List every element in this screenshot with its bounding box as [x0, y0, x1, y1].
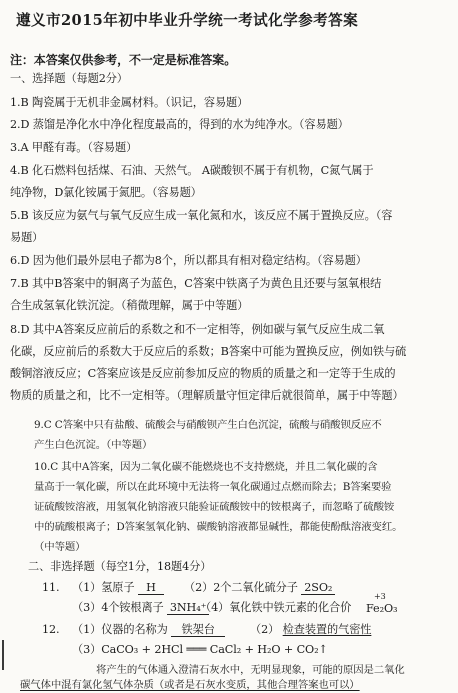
disclaimer-note: 注：本答案仅供参考，不一定是标准答案。 — [10, 53, 237, 67]
answer-q10-line5: （中等题） — [34, 541, 86, 553]
page-edge-mark — [2, 640, 9, 670]
answer-q10-line3: 证硫酸铵溶液，用氢氧化钠溶液只能验证硫酸铵中的铵根离子，而忽略了硫酸铵 — [34, 501, 395, 513]
answer-q5-line2: 易题） — [10, 231, 44, 244]
answer-q5-line1: 5.B 该反应为氨气与氧气反应生成一氧化氮和水，该反应不属于置换反应。（容 — [10, 209, 393, 222]
answer-q2: 2.D 蒸馏是净化水中净化程度最高的，得到的水为纯净水。（容易题） — [10, 118, 349, 131]
q11-part4-formula: Fe₂O₃ — [366, 602, 398, 615]
q12-part1-label: （1）仪器的名称为 — [72, 623, 168, 636]
q12-reason-line1: 将产生的气体通入澄清石灰水中，无明显现象，可能的原因是二氧化 — [96, 664, 405, 676]
q11-part4-label: （4）氧化铁中铁元素的化合价 — [200, 601, 352, 614]
answer-q6: 6.D 因为他们最外层电子都为8个，所以都具有相对稳定结构。（容易题） — [10, 254, 367, 267]
q12-part2-label: （2） — [250, 623, 280, 636]
q12-reason-line2: 碳气体中混有氯化氢气体杂质（或者是石灰水变质，其他合理答案也可以） — [20, 679, 360, 691]
answer-q10-line2: 量高于一氧化碳，所以在此环境中无法将一氧化碳通过点燃而除去；B答案要验 — [34, 481, 392, 493]
section-2-heading: 二、非选择题（每空1分，18题4分） — [28, 560, 212, 573]
q11-part1-label: （1）氢原子 — [72, 581, 135, 594]
answer-q8-line3: 酸铜溶液反应；C答案应该是反应前参加反应的物质的质量之和一定等于生成的 — [10, 367, 396, 380]
q12-part2-answer: 检查装置的气密性 — [282, 623, 372, 636]
answer-q9-line2: 产生白色沉淀。（中等题） — [34, 439, 153, 451]
q11-part2-answer: 2SO₂ — [301, 581, 335, 595]
q11-part3 — [72, 601, 209, 615]
q12-part2 — [250, 623, 371, 637]
answer-q10-line1: 10.C 其中A答案，因为二氧化碳不能燃烧也不支持燃烧，并且二氧化碳的含 — [34, 461, 378, 473]
answer-q7-line2: 合生成氢氧化铁沉淀。（稍微理解，属于中等题） — [10, 299, 249, 312]
q12-part3-equation: （3）CaCO₃ + 2HCl ═══ CaCl₂ + H₂O + CO₂↑ — [72, 643, 328, 656]
section-1-heading: 一、选择题（每题2分） — [10, 72, 128, 85]
q11-number: 11. — [42, 581, 60, 594]
q11-part4-valence: +3 — [374, 592, 386, 601]
answer-q8-line2: 化碳，反应前后的系数大于反应后的系数；B答案中可能为置换反应，例如铁与硫 — [10, 345, 407, 358]
answer-q3: 3.A 甲醛有毒。（容易题） — [10, 141, 138, 154]
answer-q4-line1: 4.B 化石燃料包括煤、石油、天然气。 A碳酸钡不属于有机物，C氮气属于 — [10, 164, 374, 177]
answer-q4-line2: 纯净物，D氯化铵属于氮肥。（容易题） — [10, 186, 202, 199]
q12-part1 — [72, 623, 225, 637]
answer-q8-line4: 物质的质量之和，比不一定相等。（理解质量守恒定律后就很简单，属于中等题） — [10, 389, 404, 402]
answer-q8-line1: 8.D 其中A答案反应前后的系数之和不一定相等，例如碳与氧气反应生成二氧 — [10, 323, 385, 336]
answer-q7-line1: 7.B 其中B答案中的铜离子为蓝色，C答案中铁离子为黄色且还要与氢氧根结 — [10, 277, 382, 290]
q11-part2 — [184, 581, 335, 595]
answer-q1: 1.B 陶瓷属于无机非金属材料。（识记，容易题） — [10, 96, 249, 109]
q12-part1-answer: 铁架台 — [171, 623, 225, 637]
q11-part3-answer: 3NH₄⁺ — [167, 601, 209, 615]
page-title: 遵义市2015年初中毕业升学统一考试化学参考答案 — [16, 12, 359, 29]
q12-number: 12. — [42, 623, 60, 636]
answer-q10-line4: 中的硫酸根离子；D答案氢氧化钠、碳酸钠溶液都显碱性，都能使酚酞溶液变红。 — [34, 521, 403, 533]
answer-q9-line1: 9.C C答案中只有盐酸、硫酸会与硝酸钡产生白色沉淀，硫酸与硝酸钡反应不 — [34, 419, 382, 431]
q11-part1 — [72, 581, 164, 595]
q11-part1-answer: H — [138, 581, 164, 595]
q11-part2-label: （2）2个二氧化硫分子 — [184, 581, 298, 594]
q11-part3-label: （3）4个铵根离子 — [72, 601, 164, 614]
